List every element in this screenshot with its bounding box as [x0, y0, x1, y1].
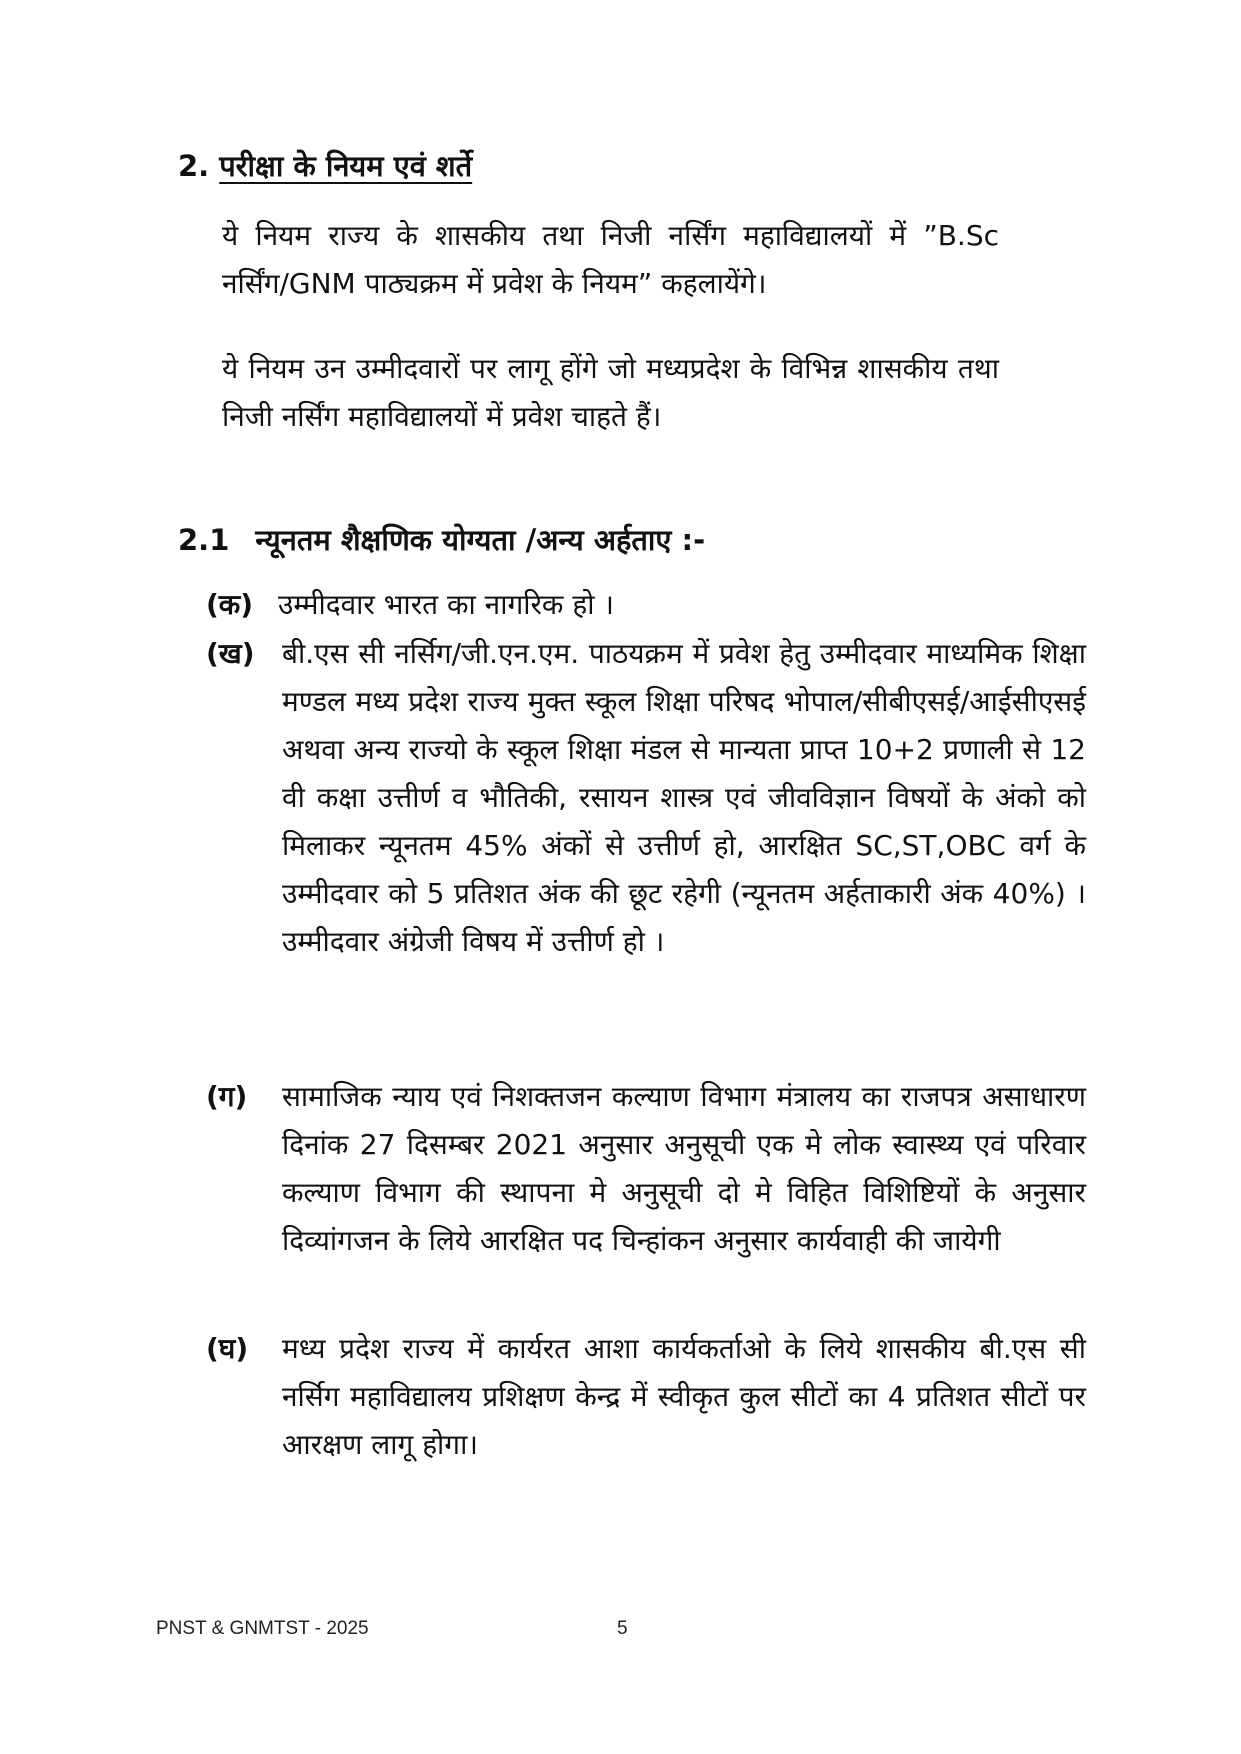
section-2-title: परीक्षा के नियम एवं शर्ते [219, 149, 473, 183]
footer-page-number: 5 [617, 1618, 628, 1639]
list-item-label: (घ) [206, 1332, 249, 1365]
list-item-ka [206, 581, 1086, 629]
list-item-ga [206, 1073, 1086, 1265]
footer-exam-name: PNST & GNMTST - 2025 [156, 1618, 369, 1639]
section-2-heading [178, 146, 472, 185]
list-item-text: मध्य प्रदेश राज्य में कार्यरत आशा कार्यकर्ताओ के लिये शासकीय बी.एस सी नर्सिग महाविद्यालय प्रशिक्षण केन्द्र में स्वीकृत कुल सीटों का 4 प्रतिशत सीटों पर आरक्षण लागू होगा। [282, 1332, 1086, 1461]
section-2-1-number: 2.1 [178, 523, 230, 557]
section-2-number: 2. [178, 149, 210, 183]
section-2-1-title: न्यूनतम शैक्षणिक योग्यता /अन्य अर्हताए :- [255, 523, 706, 557]
section-2-1-heading [178, 520, 705, 559]
list-item-kha [206, 630, 1086, 966]
section-2-paragraph-2: ये नियम उन उम्मीदवारों पर लागू होंगे जो मध्यप्रदेश के विभिन्न शासकीय तथा निजी नर्सिंग महाविद्यालयों में प्रवेश चाहते हैं। [222, 352, 999, 433]
list-item-label: (ग) [206, 1080, 248, 1113]
list-item-text: बी.एस सी नर्सिग/जी.एन.एम. पाठयक्रम में प्रवेश हेतु उम्मीदवार माध्यमिक शिक्षा मण्डल मध्य प्रदेश राज्य मुक्त स्कूल शिक्षा परिषद भोपाल/सीबीएसई/आईसीएसई अथवा अन्य राज्यो के स्कूल शिक्षा मंडल से मान्यता प्राप्त 10+2 प्रणाली से 12 वी कक्षा उत्तीर्ण व भौतिकी, रसायन शास्त्र एवं जीवविज्ञान विषयों के अंको को मिलाकर न्यूनतम 45% अंकों से उत्तीर्ण हो, आरक्षित SC,ST,OBC वर्ग के उम्मीदवार को 5 प्रतिशत अंक की छूट रहेगी (न्यूनतम अर्हताकारी अंक 40%) । उम्मीदवार अंग्रेजी विषय में उत्तीर्ण हो । [282, 637, 1086, 958]
list-item-gha [206, 1325, 1086, 1469]
list-item-label: (क) [206, 588, 254, 621]
list-item-text: सामाजिक न्याय एवं निशक्तजन कल्याण विभाग मंत्रालय का राजपत्र असाधारण दिनांक 27 दिसम्बर 2021 अनुसार अनुसूची एक मे लोक स्वास्थ्य एवं परिवार कल्याण विभाग की स्थापना मे अनुसूची दो मे विहित विशिष्टियों के अनुसार दिव्यांगजन के लिये आरक्षित पद चिन्हांकन अनुसार कार्यवाही की जायेगी [282, 1080, 1086, 1257]
section-2-paragraph-1: ये नियम राज्य के शासकीय तथा निजी नर्सिंग महाविद्यालयों में ”B.Sc नर्सिंग/GNM पाठ्यक्रम में प्रवेश के नियम” कहलायेंगे। [222, 219, 999, 300]
list-item-text: उम्मीदवार भारत का नागरिक हो । [278, 588, 614, 621]
list-item-label: (ख) [206, 637, 255, 670]
